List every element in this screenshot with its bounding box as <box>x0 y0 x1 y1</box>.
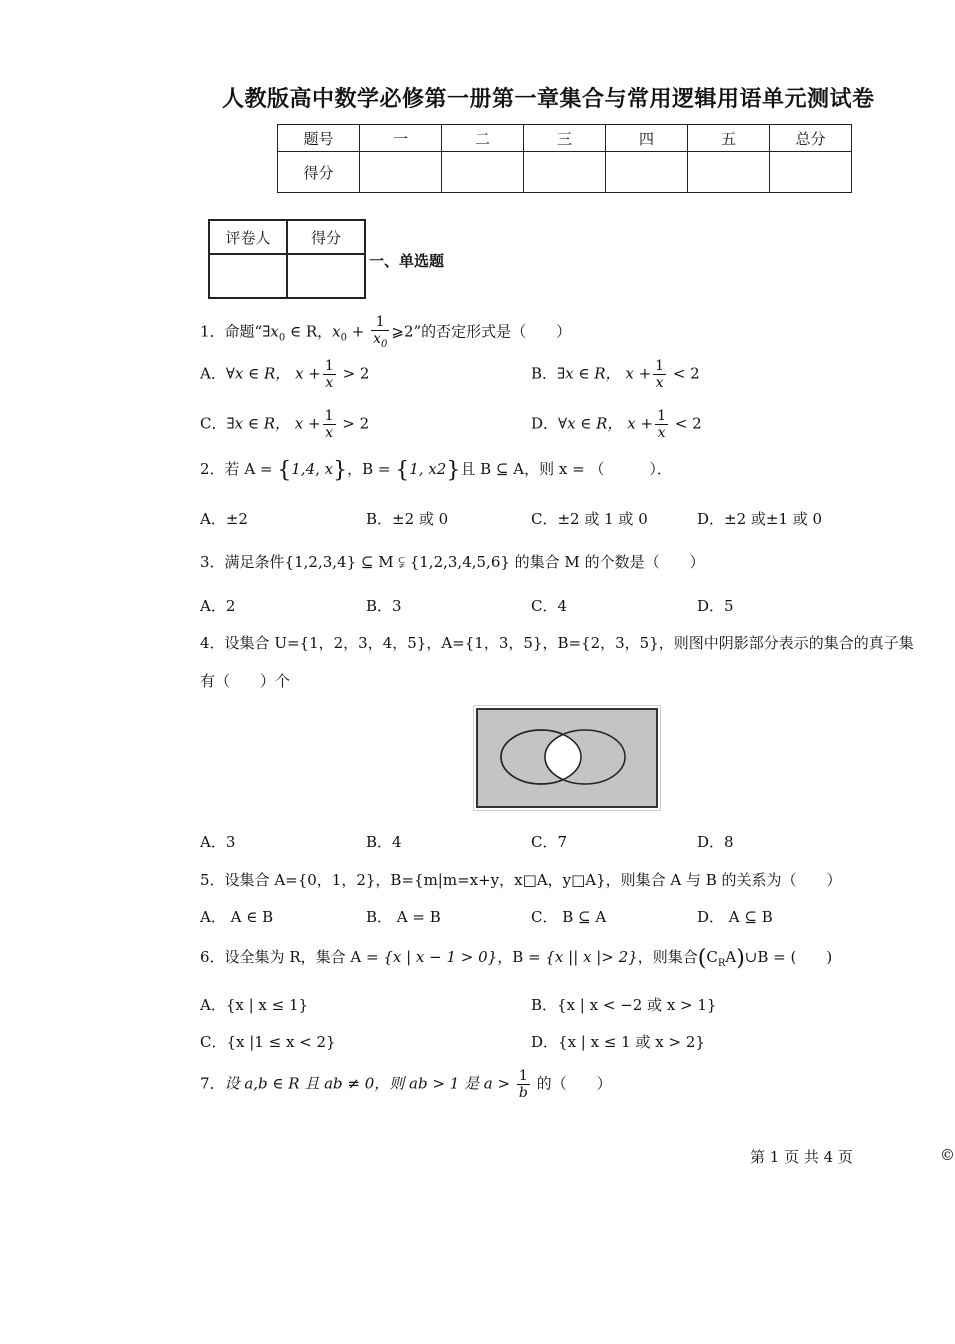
frac-num: 1 <box>324 408 334 424</box>
q1-frac-den <box>371 331 389 351</box>
q1-option-d[interactable] <box>531 408 702 441</box>
option-post: < 2 <box>668 364 700 383</box>
q3-option-a[interactable]: A．2 <box>200 597 236 615</box>
option-label: C． <box>200 414 227 433</box>
question-number: 4． <box>200 634 225 652</box>
q4-option-d[interactable]: D．8 <box>697 833 734 851</box>
frac-den: x <box>655 375 664 391</box>
question-number: 3． <box>200 553 225 571</box>
score-table <box>277 124 852 193</box>
q1-frac-den-sub: 0 <box>381 339 388 350</box>
q4-text-line1: 设集合 U={1，2，3，4，5}，A={1，3，5}，B={2，3，5}，则图中阴影部分表示的集合的真子集 <box>224 634 914 652</box>
q5-text: 设集合 A={0，1，2}，B={m|m=x+y，x□A，y□A}，则集合 A 与 B 的关系为（ ） <box>224 871 842 889</box>
q1-plus: + <box>346 322 370 341</box>
score-cell <box>360 152 442 193</box>
q4-option-a[interactable]: A．3 <box>200 833 236 851</box>
q2-text: 且 B ⊆ A，则 x = （ ）． <box>460 460 672 478</box>
option-label: D． <box>531 414 559 433</box>
q2-option-d[interactable]: D．±2 或±1 或 0 <box>697 510 823 528</box>
frac-den: x <box>325 425 333 441</box>
q1-option-c[interactable] <box>200 408 369 441</box>
score-header-cell: 五 <box>688 125 770 152</box>
option-post: > 2 <box>337 364 370 383</box>
grader-score-header: 得分 <box>287 220 365 254</box>
question-2 <box>200 458 672 483</box>
q1-sub: 0 <box>278 332 286 344</box>
q2-option-a[interactable]: A．±2 <box>200 510 248 528</box>
page-title: 人教版高中数学必修第一册第一章集合与常用逻辑用语单元测试卷 <box>222 87 875 112</box>
option-post: > 2 <box>337 414 370 433</box>
q6-paren-open: ( <box>697 946 707 971</box>
question-5 <box>200 869 842 890</box>
frac-den: b <box>518 1085 528 1101</box>
question-number: 5． <box>200 871 225 889</box>
q2-brace-open: { <box>395 458 410 483</box>
question-6 <box>200 946 832 971</box>
q1-text-pre: 命题“∃ <box>224 322 271 341</box>
q4-option-c[interactable]: C．7 <box>531 833 568 851</box>
score-header-cell: 一 <box>360 125 442 152</box>
q7-text: 设 a,b ∈ R 且 ab ≠ 0，则 ab > 1 是 a > <box>224 1074 515 1093</box>
q3-option-b[interactable]: B．3 <box>366 597 402 615</box>
venn-diagram <box>473 705 661 811</box>
frac-den: x <box>657 425 666 441</box>
q1-frac-den-x: x <box>373 331 381 347</box>
question-number: 6． <box>200 948 225 966</box>
option-label: B． <box>531 364 558 383</box>
section-heading: 一、单选题 <box>369 252 445 270</box>
q6-text: ，B = <box>497 948 546 966</box>
q2-option-b[interactable]: B．±2 或 0 <box>366 510 449 528</box>
score-header-cell: 四 <box>606 125 688 152</box>
option-var: x + <box>625 364 652 383</box>
grader-score-cell <box>287 254 365 298</box>
option-fraction <box>323 358 336 391</box>
question-3 <box>200 551 705 572</box>
score-cell <box>770 152 852 193</box>
question-number: 2． <box>200 460 225 478</box>
option-fraction <box>323 408 336 441</box>
grader-header: 评卷人 <box>209 220 287 254</box>
q5-option-d[interactable]: D． A ⊆ B <box>697 908 773 926</box>
frac-den: x <box>325 375 334 391</box>
q1-sub2: 0 <box>340 332 347 344</box>
score-header-cell: 总分 <box>770 125 852 152</box>
q1-var: x <box>270 322 279 341</box>
q2-set-a: 1,4, x <box>291 460 334 478</box>
q6-complement-a: A <box>725 948 737 966</box>
q1-fraction <box>371 314 389 351</box>
q6-option-c[interactable]: C．{x |1 ≤ x < 2} <box>200 1033 336 1051</box>
q5-option-c[interactable]: C． B ⊆ A <box>531 908 607 926</box>
q5-option-b[interactable]: B． A = B <box>366 908 441 926</box>
option-var: x + <box>627 414 654 433</box>
q1-option-b[interactable] <box>531 358 700 391</box>
q6-text: ，则集合 <box>637 948 698 966</box>
q6-option-a[interactable]: A．{x | x ≤ 1} <box>200 996 309 1014</box>
score-header-cell: 二 <box>442 125 524 152</box>
score-cell <box>524 152 606 193</box>
grader-cell <box>209 254 287 298</box>
page-footer: 第 1 页 共 4 页 <box>750 1148 853 1166</box>
q6-set-a: {x | x − 1 > 0} <box>383 948 498 966</box>
option-text: ∀x ∈ R， <box>558 414 623 433</box>
q2-brace-close: } <box>333 458 348 483</box>
option-text: ∃x ∈ R， <box>226 414 291 433</box>
q7-text-post: 的（ ） <box>531 1074 612 1093</box>
question-4-line2: 有（ ）个 <box>200 672 291 690</box>
option-fraction <box>653 358 666 391</box>
frac-num: 1 <box>657 408 666 424</box>
frac-num: 1 <box>324 358 334 374</box>
option-text: ∃x ∈ R， <box>557 364 621 383</box>
q2-brace-open: { <box>277 458 292 483</box>
option-post: < 2 <box>669 414 702 433</box>
option-var: x + <box>295 364 321 383</box>
q6-set-b: {x || x |> 2} <box>545 948 638 966</box>
q3-text: 满足条件{1,2,3,4} ⊆ M ⫋ {1,2,3,4,5,6} 的集合 M 的个数是（ ） <box>224 553 705 571</box>
score-header-cell: 题号 <box>278 125 360 152</box>
q6-option-d[interactable]: D．{x | x ≤ 1 或 x > 2} <box>531 1033 705 1051</box>
q6-text: 设全集为 R，集合 A = <box>224 948 384 966</box>
q5-option-a[interactable]: A． A ∈ B <box>200 908 274 926</box>
q2-set-b: 1, x2 <box>409 460 447 478</box>
copyright-mark: © <box>940 1146 955 1164</box>
score-row-label: 得分 <box>278 152 360 193</box>
q6-text: ∪B = ( ) <box>744 948 833 966</box>
q4-option-b[interactable]: B．4 <box>366 833 402 851</box>
option-text: ∀x ∈ R， <box>225 364 291 383</box>
q7-fraction <box>517 1068 530 1101</box>
q3-option-d[interactable]: D．5 <box>697 597 734 615</box>
q1-text-post: ⩾2”的否定形式是（ ） <box>391 322 572 341</box>
q1-option-a[interactable] <box>200 358 369 391</box>
q2-brace-close: } <box>446 458 461 483</box>
question-7 <box>200 1068 612 1101</box>
q2-text: ，B = <box>347 460 396 478</box>
q1-in-r: ∈ R， <box>285 322 333 341</box>
q6-paren-close: ) <box>736 946 745 971</box>
q6-complement-sub: R <box>717 958 726 969</box>
score-cell <box>442 152 524 193</box>
q6-complement: C <box>706 948 718 966</box>
q6-option-b[interactable]: B．{x | x < −2 或 x > 1} <box>531 996 717 1014</box>
option-label: A． <box>200 364 226 383</box>
question-1 <box>200 314 571 351</box>
q2-text: 若 A = <box>224 460 278 478</box>
question-4 <box>200 632 914 653</box>
option-var: x + <box>294 414 321 433</box>
q2-option-c[interactable]: C．±2 或 1 或 0 <box>531 510 648 528</box>
frac-num: 1 <box>655 358 665 374</box>
q1-var2: x <box>332 322 341 341</box>
frac-num: 1 <box>517 1068 530 1085</box>
q1-frac-num: 1 <box>371 314 389 331</box>
question-number: 1． <box>200 322 225 341</box>
score-cell <box>606 152 688 193</box>
score-header-cell: 三 <box>524 125 606 152</box>
grader-table <box>208 219 366 299</box>
question-number: 7． <box>200 1074 225 1093</box>
score-cell <box>688 152 770 193</box>
option-fraction <box>655 408 668 441</box>
q3-option-c[interactable]: C．4 <box>531 597 568 615</box>
